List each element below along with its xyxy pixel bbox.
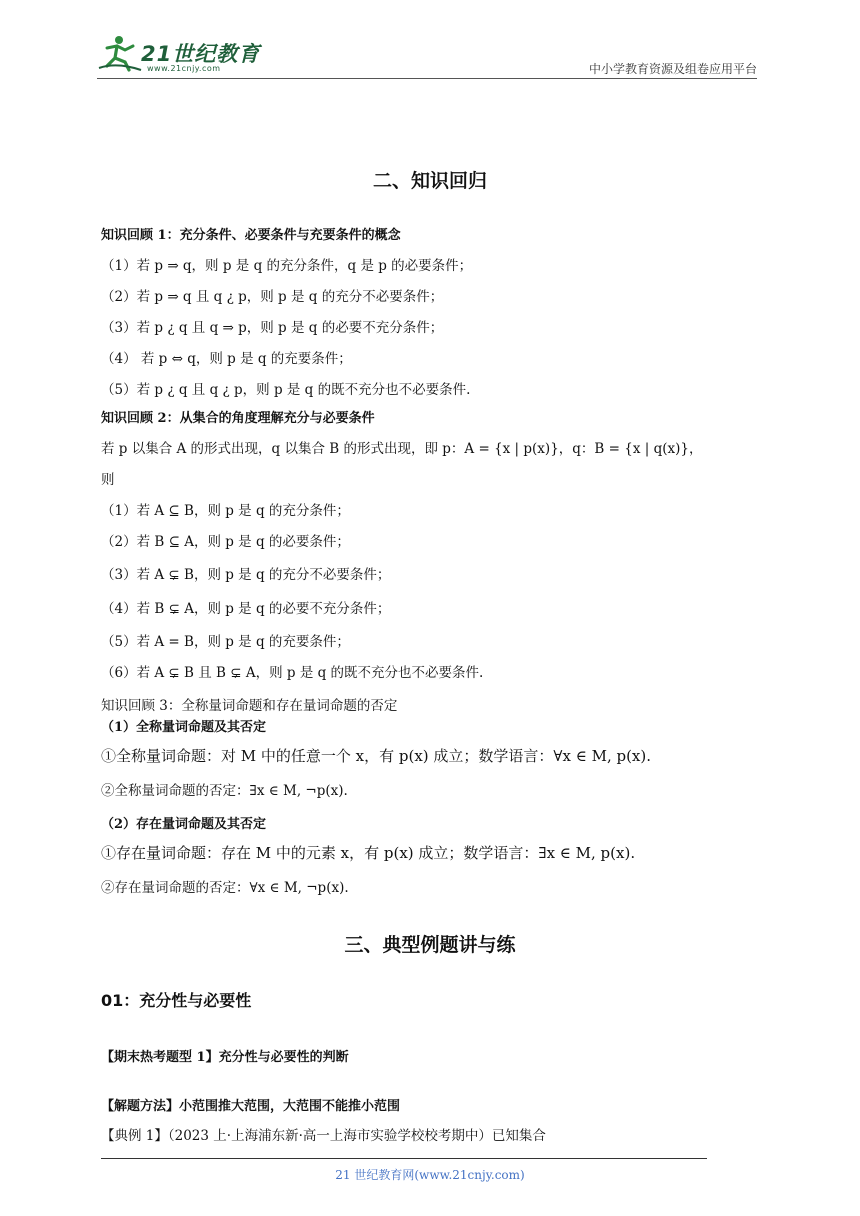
k1-line-3: （3）若 p ¿ q 且 q ⇒ p，则 p 是 q 的必要不充分条件； <box>101 320 444 336</box>
example-1: 【典例 1】（2023 上·上海浦东新·高一上海市实验学校校考期中）已知集合 <box>101 1128 546 1144</box>
k2-line-2: （2）若 B ⊆ A，则 p 是 q 的必要条件； <box>101 534 350 550</box>
k2-line-4: （4）若 B ⊊ A，则 p 是 q 的必要不充分条件； <box>101 601 391 617</box>
k2-line-3: （3）若 A ⊊ B，则 p 是 q 的充分不必要条件； <box>101 567 391 583</box>
k3-s1a: ①全称量词命题：对 M 中的任意一个 x，有 p(x) 成立；数学语言：∀x ∈ M, p(x). <box>101 747 652 765</box>
section-3-title: 三、典型例题讲与练 <box>344 934 516 956</box>
k1-line-5: （5）若 p ¿ q 且 q ¿ p，则 p 是 q 的既不充分也不必要条件. <box>101 382 471 398</box>
k3-s2b: ②存在量词命题的否定：∀x ∈ M, ¬p(x). <box>101 880 349 896</box>
k3-s1b: ②全称量词命题的否定：∃x ∈ M, ¬p(x). <box>101 783 348 799</box>
part-title: 01：充分性与必要性 <box>101 991 252 1010</box>
runner-logo-icon <box>97 34 143 74</box>
k3-sub-2: （2）存在量词命题及其否定 <box>101 817 267 832</box>
logo-text: 21世纪教育 <box>141 42 261 66</box>
logo-url: www.21cnjy.com <box>147 64 221 73</box>
k2-line-6: （6）若 A ⊊ B 且 B ⊊ A，则 p 是 q 的既不充分也不必要条件. <box>101 665 484 681</box>
k3-sub-1: （1）全称量词命题及其否定 <box>101 720 267 735</box>
platform-name: 中小学教育资源及组卷应用平台 <box>588 62 757 76</box>
k3-s2a: ①存在量词命题：存在 M 中的元素 x，有 p(x) 成立；数学语言：∃x ∈ M, p(x). <box>101 844 636 862</box>
logo <box>97 34 267 76</box>
method: 【解题方法】小范围推大范围，大范围不能推小范围 <box>101 1099 401 1114</box>
page-header <box>97 34 757 78</box>
k1-title: 知识回顾 1：充分条件、必要条件与充要条件的概念 <box>101 228 401 243</box>
k1-line-1: （1）若 p ⇒ q，则 p 是 q 的充分条件，q 是 p 的必要条件； <box>101 258 473 274</box>
k2-line-1: （1）若 A ⊆ B，则 p 是 q 的充分条件； <box>101 503 350 519</box>
footer-link[interactable]: 21 世纪教育网(www.21cnjy.com) <box>335 1168 525 1182</box>
k2-intro-2: 则 <box>101 472 115 488</box>
footer-divider <box>101 1158 707 1159</box>
k2-line-5: （5）若 A = B，则 p 是 q 的充要条件； <box>101 634 350 650</box>
k2-intro: 若 p 以集合 A 的形式出现，q 以集合 B 的形式出现，即 p：A = {x | p(x)}，q：B = {x | q(x)}， <box>101 441 703 457</box>
type-1: 【期末热考题型 1】充分性与必要性的判断 <box>101 1050 349 1065</box>
k2-title: 知识回顾 2：从集合的角度理解充分与必要条件 <box>101 411 375 426</box>
k3-title: 知识回顾 3：全称量词命题和存在量词命题的否定 <box>101 698 398 714</box>
section-2-title: 二、知识回归 <box>372 170 487 192</box>
k1-line-2: （2）若 p ⇒ q 且 q ¿ p，则 p 是 q 的充分不必要条件； <box>101 289 444 305</box>
header-divider <box>97 78 757 79</box>
k1-line-4: （4） 若 p ⇔ q，则 p 是 q 的充要条件； <box>101 351 352 367</box>
